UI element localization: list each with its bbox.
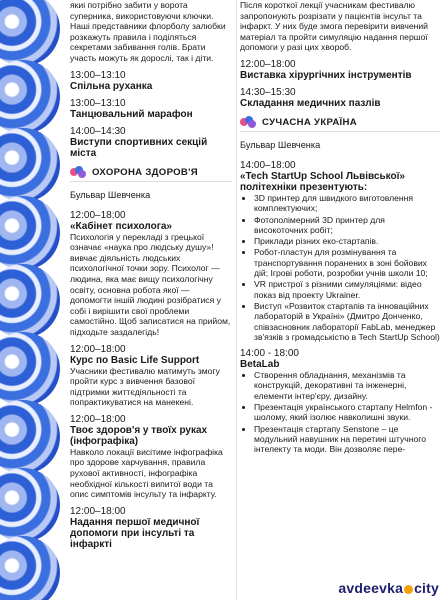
list-item: • Презентація стартапу Senstone – це модульний навушник на перетині штучного інтелекту та моди. Він дозволяє пере-: [254, 424, 440, 455]
swirl-decoration: [0, 400, 60, 474]
column-divider: [236, 0, 237, 600]
swirl-decoration: [0, 332, 60, 406]
event-item: [240, 87, 440, 109]
section-logo-icon: [70, 166, 87, 179]
left-column: [70, 0, 232, 556]
event-title: Курс по Basic Life Support: [70, 354, 200, 366]
event-item: [70, 98, 232, 120]
event-time: 14:30–15:30: [240, 86, 296, 98]
event-time: 12:00–18:00: [70, 413, 126, 425]
venue-label: Бульвар Шевченка: [240, 139, 321, 150]
list-item: • Виступ «Розвиток стартапів та інноваційних лабораторій в Україні» (Дмитро Донченко, співзасновник лабораторії FabLab, менеджер зв'язків з громадськістю в Tech StartUp School): [254, 301, 440, 342]
event-item: [70, 126, 232, 159]
swirl-decoration: [0, 536, 60, 600]
startup-block: [240, 160, 440, 342]
event-item: [70, 210, 232, 338]
swirl-decoration: [0, 196, 60, 270]
event-item: [70, 70, 232, 92]
event-description: Навколо локації висітиме інфографіка про здорове харчування, правила рухової активності, інфографіка необхідної кількості випитої води та опис симптомів інсульту та інфаркту.: [70, 446, 223, 500]
event-time: 14:00–14:30: [70, 125, 126, 137]
swirl-decoration: [0, 468, 60, 542]
swirl-decoration: [0, 128, 60, 202]
watermark-left: avdeevka: [338, 580, 404, 596]
event-time: 13:00–13:10: [70, 97, 126, 109]
swirl-decoration: [0, 0, 60, 66]
event-title: Виставка хірургічних інструментів: [240, 69, 412, 81]
venue-label: Бульвар Шевченка: [70, 189, 151, 200]
event-item: [70, 414, 232, 500]
event-list: [70, 70, 232, 159]
event-time: 12:00–18:00: [70, 505, 126, 517]
event-item: [70, 506, 232, 550]
event-time: 14:00–18:00: [240, 159, 296, 171]
swirl-decoration: [0, 60, 60, 134]
event-description: Психологія у перекладі з грецької означає «наука про людську душу»! вивчає діяльність людських психологічної точки зору. Психолог — людина, яка має вищу психологічну освіту, основна робота якої — допомогти іншій людині розібратися у собі і вирішити свої проблеми самостійно. Щоб записатися на прийом, підходьте заздалегідь!: [70, 231, 231, 337]
swirl-decoration: [0, 264, 60, 338]
section-logo-icon: [240, 116, 257, 129]
list-item: • Фотополімерний 3D принтер для високоточних робіт;: [254, 215, 440, 236]
event-title: Твоє здоров'я у твоїх руках (інфографіка): [70, 424, 208, 447]
site-watermark: [338, 580, 439, 596]
list-item: • Створення обладнання, механізмів та конструкцій, декоративні та інженерні, елементи інтер'єру, дизайну.: [254, 370, 440, 401]
event-time: 12:00–18:00: [240, 58, 296, 70]
section-header-ukraine: [240, 115, 440, 132]
list-item: • VR пристрої з різними симуляціями: відео показ від проекту Ukrainer.: [254, 279, 440, 300]
list-item: • 3D принтер для швидкого виготовлення комплектуючих;: [254, 193, 440, 214]
event-title: Складання медичних пазлів: [240, 97, 381, 109]
betalab-bullet-list: [240, 370, 440, 454]
intro-paragraph: якиі потрібно забити у ворота суперника, використовуючи ключки. Наші представники флорболу залюбки розкажуть правила і поділяться секретами забивання голів. Брати участь можуть як дорослі, так і діти.: [70, 0, 226, 63]
betalab-block: [240, 348, 440, 454]
event-description: Учасники фестивалю матимуть змогу пройти курс з вивчення базової підтримки життєдіяльності та попрактикуватися на манекені.: [70, 365, 220, 408]
section-header-health: [70, 165, 232, 182]
list-item: • Робот-пластун для розмінування та транспортування поранених в зоні бойових дій; Ігрові роботи, розробки учнів школи 10;: [254, 247, 440, 278]
event-time: 12:00–18:00: [70, 343, 126, 355]
event-title: Надання першої медичної допомоги при інсульті та інфаркті: [70, 516, 200, 550]
right-column: [240, 0, 440, 461]
event-title: Спільна руханка: [70, 80, 153, 92]
list-item: • Презентація українського стартапу Helmfon - шолому, який ізолює навколишні звуки.: [254, 402, 440, 423]
startup-bullet-list: [240, 193, 440, 342]
event-item: [240, 59, 440, 81]
event-title: BetaLab: [240, 359, 280, 371]
event-title: «Tech StartUp School Львівської» політехніки презентують:: [240, 170, 405, 193]
event-title: «Кабінет психолога»: [70, 220, 172, 232]
event-time: 14:00 - 18:00: [240, 348, 299, 360]
event-time: 12:00–18:00: [70, 209, 126, 221]
event-list: [240, 59, 440, 109]
decorative-swirl-strip: [0, 0, 66, 600]
section-title: ОХОРОНА ЗДОРОВ'Я: [92, 167, 198, 179]
event-list: [70, 210, 232, 550]
event-time: 13:00–13:10: [70, 69, 126, 81]
intro-paragraph: Після короткої лекції учасникам фестивалю запропонують розрізати у пацієнтів інсульт та інфаркт. У них буде змога перевірити вивчений матеріал та пройти симуляцію надання першої допомоги у разі цих хвороб.: [240, 0, 428, 53]
watermark-dot-icon: [404, 585, 413, 594]
event-title: Виступи спортивних секцій міста: [70, 136, 208, 159]
list-item: • Приклади різних еко-стартапів.: [254, 236, 440, 246]
event-item: [70, 344, 232, 408]
watermark-right: city: [414, 580, 439, 596]
event-title: Танцювальний марафон: [70, 108, 193, 120]
section-title: СУЧАСНА УКРАЇНА: [262, 117, 357, 129]
